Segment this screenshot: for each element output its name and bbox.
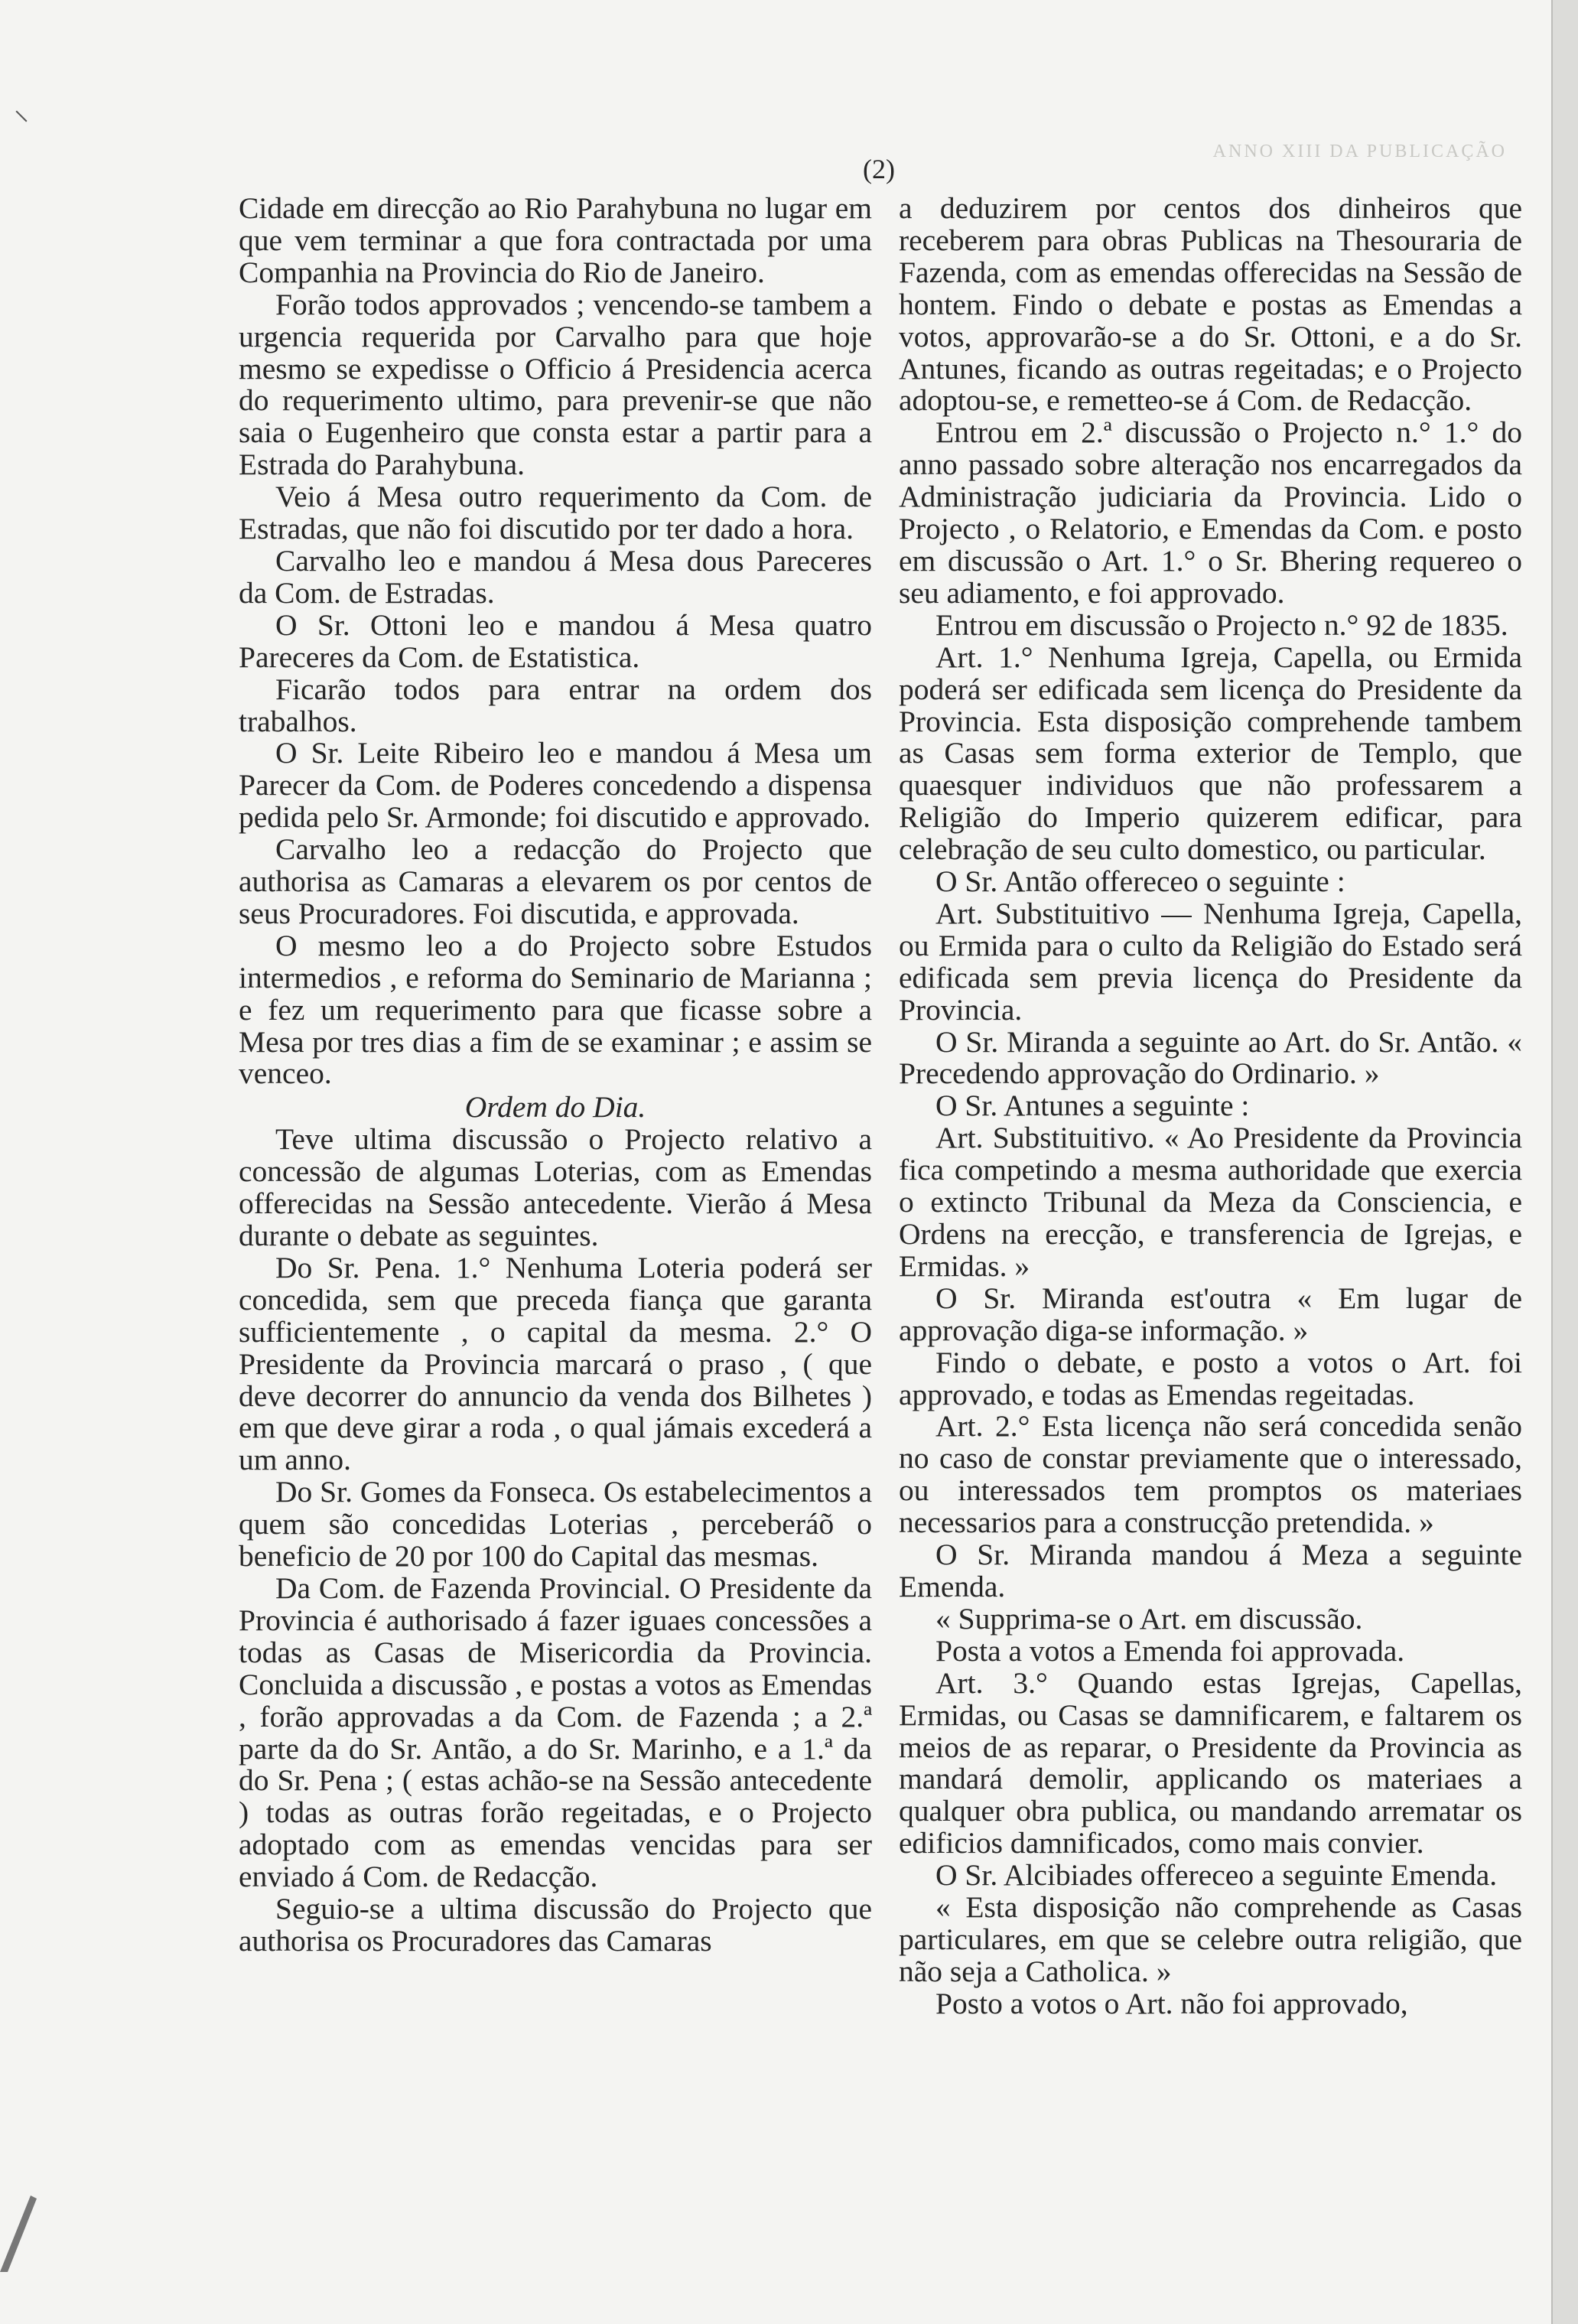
paragraph: Do Sr. Pena. 1.° Nenhuma Loteria poderá ser concedida, sem que preceda fiança que garanta sufficientemente , o capital da mesma. 2.° O Presidente da Provincia marcará o praso , ( que deve decorrer do annuncio da venda dos Bilhetes ) em que deve girar a roda , o qual jámais excederá a um anno. [239, 1250, 872, 1477]
paragraph: O mesmo leo a do Projecto sobre Estudos intermedios , e reforma do Seminario de Marianna ; e fez um requerimento para que ficasse sobre a Mesa por tres dias a fim de se examinar ; e assim se venceo. [239, 928, 872, 1091]
paragraph: Art. Substituitivo — Nenhuma Igreja, Capella, ou Ermida para o culto da Religião do Estado será edificada sem previa licença do Presidente da Provincia. [899, 896, 1522, 1027]
paragraph: Carvalho leo a redacção do Projecto que authorisa as Camaras a elevarem os por centos de seus Procuradores. Foi discutida, e approvada. [239, 832, 872, 930]
page-number: (2) [863, 154, 895, 184]
margin-mark: ⸌ [14, 105, 29, 139]
paragraph: a deduzirem por centos dos dinheiros que receberem para obras Publicas na Thesouraria de Fazenda, com as emendas offerecidas na Sessão de hontem. Findo o debate e postas as Emendas a votos, approvarão-se a do Sr. Ottoni, e a do Sr. Antunes, ficando as outras regeitadas; e o Projecto adoptou-se, e remetteo-se á Com. de Redacção. [899, 191, 1522, 418]
paragraph: Teve ultima discussão o Projecto relativo a concessão de algumas Loterias, com as Emendas offerecidas na Sessão antecedente. Vierão á Mesa durante o debate as seguintes. [239, 1122, 872, 1252]
show-through-header: ANNO XIII DA PUBLICAÇÃO [1212, 142, 1507, 161]
paragraph: O Sr. Alcibiades offereceo a seguinte Emenda. [935, 1858, 1498, 1893]
paragraph: Carvalho leo e mandou á Mesa dous Pareceres da Com. de Estradas. [239, 543, 872, 610]
pen-nib-mark [0, 2180, 46, 2272]
paragraph: Posto a votos o Art. não foi approvado, [935, 1986, 1408, 2020]
paragraph: Posta a votos a Emenda foi approvada. [935, 1633, 1405, 1668]
paragraph: Cidade em direcção ao Rio Parahybuna no lugar em que vem terminar a que fora contractada por uma Companhia na Provincia do Rio de Janeiro. [239, 191, 872, 289]
paragraph: Do Sr. Gomes da Fonseca. Os estabelecimentos a quem são concedidas Loterias , perceberáõ o beneficio de 20 por 100 do Capital das mesmas. [239, 1475, 872, 1574]
right-column [899, 193, 1522, 2020]
paragraph: O Sr. Leite Ribeiro leo e mandou á Mesa um Parecer da Com. de Poderes concedendo a dispensa pedida pelo Sr. Armonde; foi discutido e approvado. [239, 736, 872, 835]
paragraph: Forão todos approvados ; vencendo-se tambem a urgencia requerida por Carvalho para que hoje mesmo se expedisse o Officio á Presidencia acerca do requerimento ultimo, para prevenir-se que não saia o Eugenheiro que consta estar a partir para a Estrada do Parahybuna. [239, 287, 872, 482]
paragraph: Art. 1.° Nenhuma Igreja, Capella, ou Ermida poderá ser edificada sem licença do Presidente da Provincia. Esta disposição comprehende tambem as Casas sem forma exterior de Templo, que quaesquer individuos que não professarem a Religião do Imperio quizerem edificar, para celebração de seu culto domestico, ou particular. [899, 640, 1522, 867]
paragraph: O Sr. Miranda a seguinte ao Art. do Sr. Antão. « Precedendo approvação do Ordinario. » [899, 1024, 1522, 1091]
paragraph: Art. 2.° Esta licença não será concedida senão no caso de constar previamente que o interessado, ou interessados tem promptos os materiaes necessarios para a construcção pretendida. » [899, 1409, 1522, 1540]
paragraph: Seguio-se a ultima discussão do Projecto que authorisa os Procuradores das Camaras [239, 1892, 872, 1958]
paragraph: Entrou em discussão o Projecto n.° 92 de 1835. [935, 607, 1508, 642]
left-column [239, 193, 872, 1958]
paragraph: Art. Substituitivo. « Ao Presidente da Provincia fica competindo a mesma authoridade que exercia o extincto Tribunal da Meza da Consciencia, e Ordens na erecção, e transferencia de Igrejas, e Ermidas. » [899, 1121, 1522, 1283]
paragraph: O Sr. Ottoni leo e mandou á Mesa quatro Pareceres da Com. de Estatistica. [239, 607, 872, 674]
paragraph: O Sr. Antão offereceo o seguinte : [935, 864, 1345, 899]
page-edge [1553, 0, 1578, 2324]
section-title: Ordem do Dia. [464, 1090, 646, 1125]
paragraph: Ficarão todos para entrar na ordem dos trabalhos. [239, 672, 872, 738]
paragraph: Entrou em 2.ª discussão o Projecto n.° 1.° do anno passado sobre alteração nos encarregados da Administração judiciaria da Provincia. Lido o Projecto , o Relatorio, e Emendas da Com. e posto em discussão o Art. 1.° o Sr. Bhering requereo o seu adiamento, e foi approvado. [899, 415, 1522, 610]
paragraph: O Sr. Miranda est'outra « Em lugar de approvação diga-se informação. » [899, 1281, 1522, 1347]
paragraph: Veio á Mesa outro requerimento da Com. de Estradas, que não foi discutido por ter dado a hora. [239, 480, 872, 546]
paragraph: Findo o debate, e posto a votos o Art. foi approvado, e todas as Emendas regeitadas. [899, 1345, 1522, 1411]
paragraph: Art. 3.° Quando estas Igrejas, Capellas, Ermidas, ou Casas se damnificarem, e faltarem os meios de as reparar, o Presidente da Provincia as mandará demolir, applicando os materiaes a qualquer obra publica, ou mandando arrematar os edificios damnificados, como mais convier. [899, 1665, 1522, 1860]
paragraph: O Sr. Miranda mandou á Meza a seguinte Emenda. [899, 1538, 1522, 1603]
paragraph: Da Com. de Fazenda Provincial. O Presidente da Provincia é authorisado á fazer iguaes concessões a todas as Casas de Misericordia da Provincia. Concluida a discussão , e postas a votos as Emendas , forão approvadas a da Com. de Fazenda ; a 2.ª parte da do Sr. Antão, a do Sr. Marinho, e a 1.ª da do Sr. Pena ; ( estas achão-se na Sessão antecedente ) todas as outras forão regeitadas, e o Projecto adoptado com as emendas vencidas para ser enviado á Com. de Redacção. [239, 1570, 872, 1894]
paragraph: « Esta disposição não comprehende as Casas particulares, em que se celebre outra religião, que não seja a Catholica. » [899, 1890, 1522, 1988]
paragraph: « Supprima-se o Art. em discussão. [935, 1601, 1363, 1636]
paragraph: O Sr. Antunes a seguinte : [935, 1089, 1250, 1123]
